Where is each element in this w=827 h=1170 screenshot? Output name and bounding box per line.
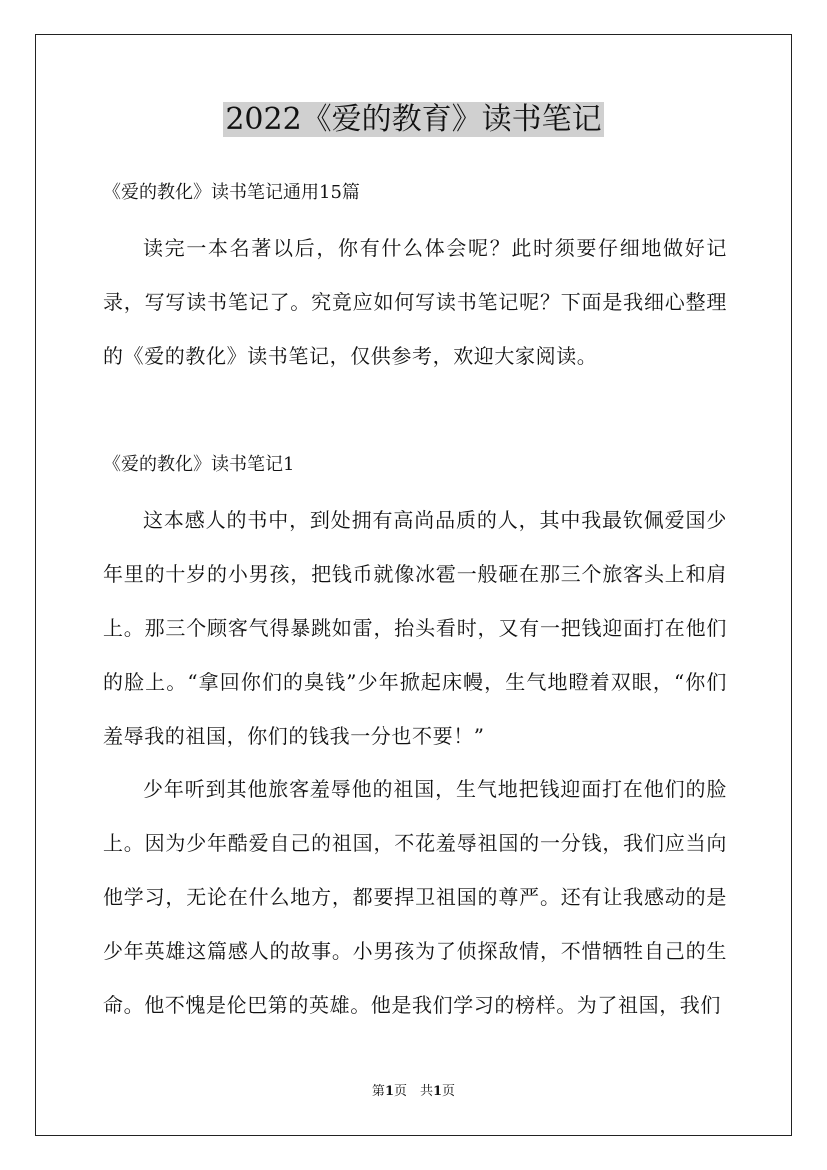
footer-prefix: 第 bbox=[371, 1084, 385, 1099]
document-title bbox=[0, 100, 827, 140]
footer-suffix: 页 bbox=[442, 1084, 456, 1099]
footer-page-total: 1 bbox=[433, 1084, 443, 1099]
footer-mid: 页 共 bbox=[393, 1084, 433, 1099]
body-paragraph-2: 少年听到其他旅客羞辱他的祖国，生气地把钱迎面打在他们的脸上。因为少年酷爱自己的祖国，不花羞辱祖国的一分钱，我们应当向他学习，无论在什么地方，都要捍卫祖国的尊严。还有让我感动的是少年英雄这篇感人的故事。小男孩为了侦探敌情，不惜牺牲自己的生命。他不愧是伦巴第的英雄。他是我们学习的榜样。为了祖国，我们 bbox=[103, 777, 727, 1017]
footer-page-current: 1 bbox=[384, 1084, 394, 1099]
body-paragraph-1: 这本感人的书中，到处拥有高尚品质的人，其中我最钦佩爱国少年里的十岁的小男孩，把钱币就像冰雹一般砸在那三个旅客头上和肩上。那三个顾客气得暴跳如雷，抬头看时，又有一把钱迎面打在他们的脸上。“拿回你们的臭钱”少年掀起床幔，生气地瞪着双眼，“你们羞辱我的祖国，你们的钱我一分也不要！” bbox=[103, 508, 727, 748]
document-title-text: 2022《爱的教育》读书笔记 bbox=[225, 102, 602, 137]
page-footer bbox=[0, 1083, 827, 1101]
intro-paragraph: 读完一本名著以后，你有什么体会呢？此时须要仔细地做好记录，写写读书笔记了。究竟应如何写读书笔记呢？下面是我细心整理的《爱的教化》读书笔记，仅供参考，欢迎大家阅读。 bbox=[103, 236, 727, 368]
document-subtitle: 《爱的教化》读书笔记通用15篇 bbox=[103, 182, 360, 203]
section-heading: 《爱的教化》读书笔记1 bbox=[103, 454, 295, 475]
